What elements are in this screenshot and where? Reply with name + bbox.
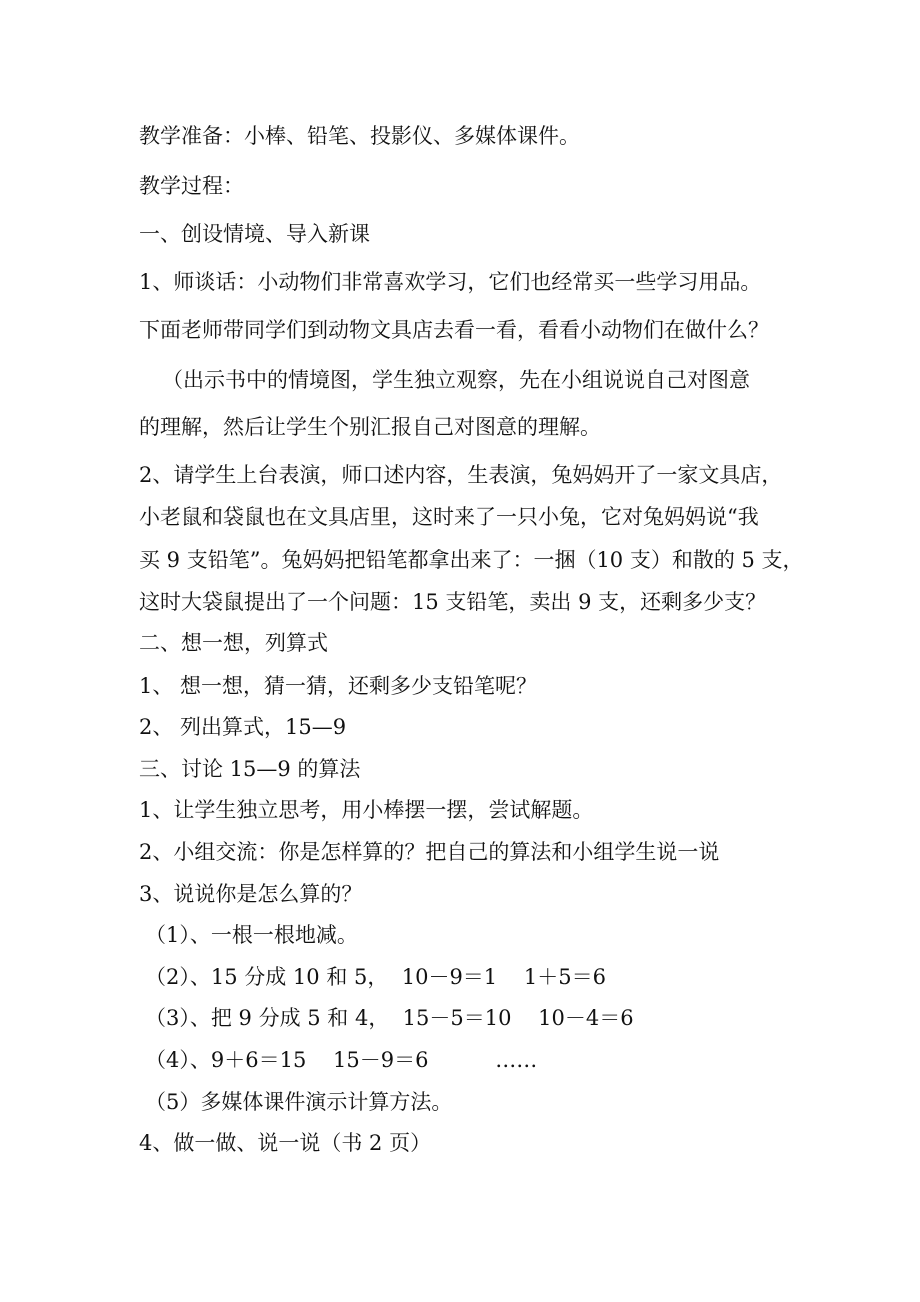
method-item: （5）多媒体课件演示计算方法。	[145, 1090, 453, 1114]
method-item: （4）、9＋6＝15 15－9＝6 ……	[145, 1048, 538, 1072]
section-2-heading: 二、想一想，列算式	[139, 631, 328, 655]
paragraph-line: （出示书中的情境图，学生独立观察，先在小组说说自己对图意	[162, 368, 750, 392]
paragraph-line: 2、请学生上台表演，师口述内容，生表演，兔妈妈开了一家文具店，	[139, 463, 783, 487]
section-3-heading: 三、讨论 15—9 的算法	[139, 757, 361, 781]
list-item: 3、说说你是怎么算的？	[139, 882, 363, 906]
paragraph-line: 下面老师带同学们到动物文具店去看一看，看看小动物们在做什么？	[139, 318, 769, 342]
method-item: （1）、一根一根地减。	[145, 923, 358, 947]
paragraph-line: 1、师谈话：小动物们非常喜欢学习，它们也经常买一些学习用品。	[139, 270, 762, 294]
method-item: （3）、把 9 分成 5 和 4， 15－5＝10 10－4＝6	[145, 1006, 634, 1030]
list-item: 2、小组交流：你是怎样算的？把自己的算法和小组学生说一说	[139, 840, 720, 864]
section-1-heading: 一、创设情境、导入新课	[139, 222, 370, 246]
method-item: （2）、15 分成 10 和 5， 10－9＝1 1＋5＝6	[145, 965, 606, 989]
paragraph-line: 的理解，然后让学生个别汇报自己对图意的理解。	[139, 415, 601, 439]
list-item: 1、 想一想，猜一猜，还剩多少支铅笔呢？	[139, 674, 538, 698]
list-item: 1、让学生独立思考，用小棒摆一摆，尝试解题。	[139, 798, 594, 822]
paragraph-line: 这时大袋鼠提出了一个问题：15 支铅笔，卖出 9 支，还剩多少支？	[139, 590, 767, 614]
list-item: 4、做一做、说一说（书 2 页）	[139, 1131, 432, 1155]
teaching-preparation: 教学准备：小棒、铅笔、投影仪、多媒体课件。	[139, 124, 580, 148]
paragraph-line: 小老鼠和袋鼠也在文具店里，这时来了一只小兔，它对兔妈妈说“我	[139, 505, 759, 529]
teaching-process-heading: 教学过程：	[139, 174, 244, 198]
list-item: 2、 列出算式，15—9	[139, 715, 347, 739]
paragraph-line: 买 9 支铅笔”。兔妈妈把铅笔都拿出来了：一捆（10 支）和散的 5 支，	[139, 548, 804, 572]
